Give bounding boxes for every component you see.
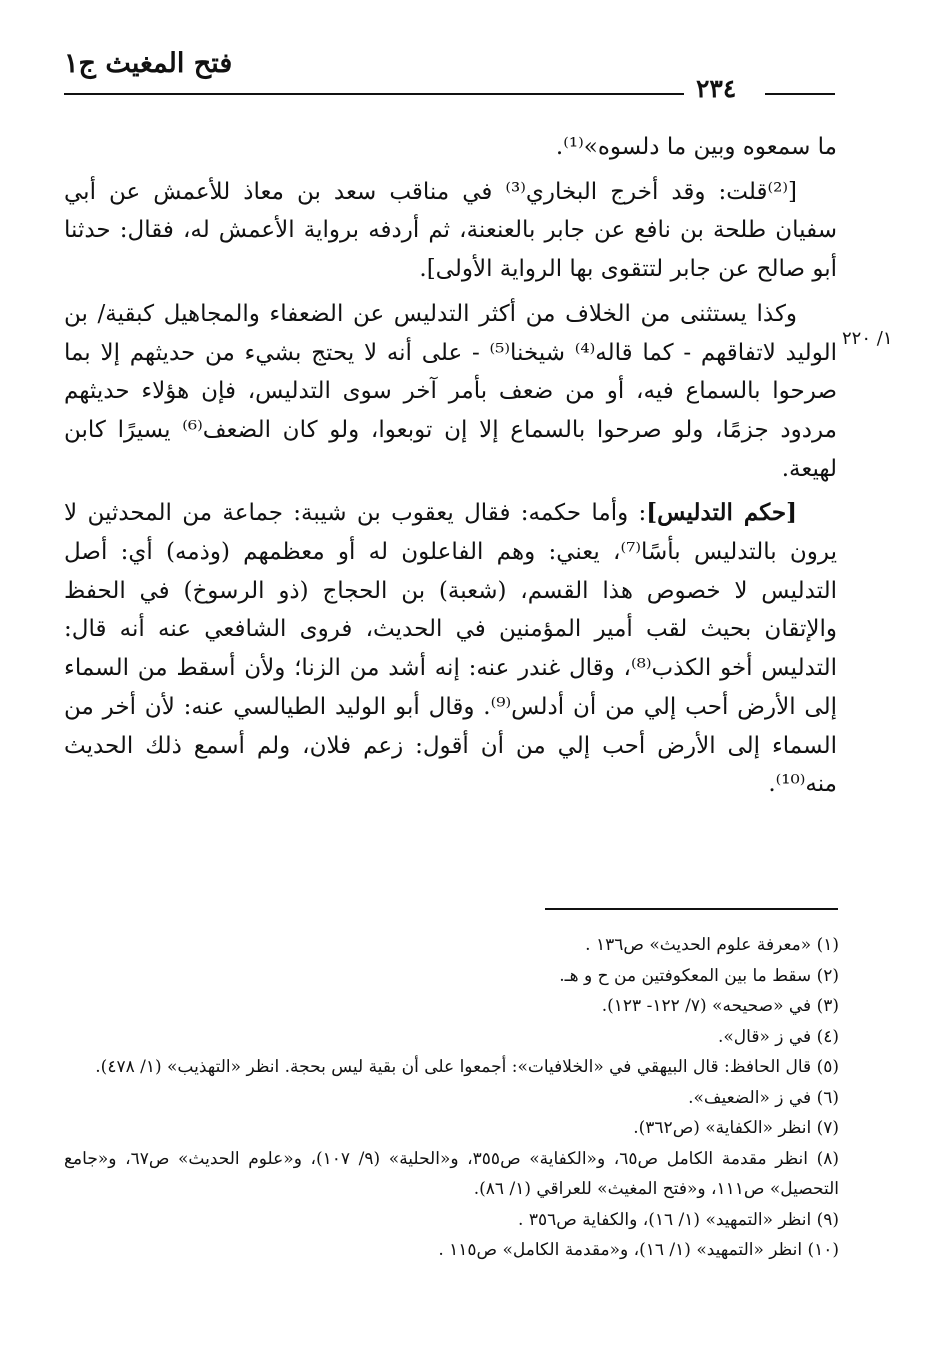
- footnote-8: (٨) انظر مقدمة الكامل ص٦٥، و«الكفاية» ص٣٥٥، و«الحلية» (٩/ ١٠٧)، و«علوم الحديث» ص٦٧، و«جامع التحصيل» ص١١١، و«فتح المغيث» للعراقي (١/ ٨٦).: [64, 1148, 840, 1199]
- footnote-4: (٤) في ز «قال».: [718, 1026, 839, 1047]
- paragraph-4-text: : وأما حكمه: فقال يعقوب بن شيبة: جماعة من المحدثين لا يرون بالتدليس بأسًا⁽⁷⁾، يعني: وهم الفاعلون له أو معظمهم (وذمه) أي: أصل التدليس لا خصوص هذا القسم، (شعبة) بن الحجاج (ذو الرسوخ) في الحفظ والإتقان بحيث لقب أمير المؤمنين في الحديث، فروى الشافعي عنه أنه قال: التدليس أخو الكذب⁽⁸⁾، وقال غندر عنه: إنه أشد من الزنا؛ ولأن أسقط من السماء إلى الأرض أحب إلي من أن أدلس⁽⁹⁾. وقال أبو الوليد الطيالسي عنه: لأن أخر من السماء إلى الأرض أحب إلي من أن أقول: زعم فلان، ولم أسمع ذلك الحديث منه⁽¹⁰⁾.: [64, 500, 838, 798]
- main-text: [64, 128, 837, 804]
- footnote-7: (٧) انظر «الكفاية» (ص٣٦٢).: [633, 1118, 839, 1138]
- footnote-6: (٦) في ز «الضعيف».: [688, 1087, 839, 1108]
- footnotes: [64, 930, 839, 1266]
- paragraph-2: [⁽²⁾قلت: وقد أخرج البخاري⁽³⁾ في مناقب سعد بن معاذ للأعمش عن أبي سفيان طلحة بن نافع عن جابر بالعنعنة، ثم أردفه برواية الأعمش له، فقال: حدثنا أبو صالح عن جابر لتتقوى بها الرواية الأولى].: [64, 178, 837, 283]
- footnote-3: (٣) في «صحيحه» (٧/ ١٢٢- ١٢٣).: [601, 996, 839, 1016]
- paragraph-1: ما سمعوه وبين ما دلسوه»⁽¹⁾.: [555, 134, 837, 160]
- footnote-1: (١) «معرفة علوم الحديث» ص١٣٦ .: [585, 935, 839, 955]
- footnote-5: (٥) قال الحافظ: قال البيهقي في «الخلافيات»: أجمعوا على أن بقية ليس بحجة. انظر «التهذيب» (١/ ٤٧٨).: [95, 1057, 839, 1077]
- page-number: ٢٣٤: [696, 74, 737, 103]
- header-rule-left: [64, 93, 684, 95]
- footnote-9: (٩) انظر «التمهيد» (١/ ١٦)، والكفاية ص٣٥٦ .: [518, 1209, 839, 1230]
- footnote-2: (٢) سقط ما بين المعكوفتين من ح و هـ.: [559, 965, 839, 986]
- paragraph-3: وكذا يستثنى من الخلاف من أكثر التدليس عن الضعفاء والمجاهيل كبقية/ بن الوليد لاتفاقهم - كما قاله⁽⁴⁾ شيخنا⁽⁵⁾ - على أنه لا يحتج بشيء من حديثهم إلا بما صرحوا بالسماع فيه، أو من ضعف بأمر آخر سوى التدليس، فإن هؤلاء حديثهم مردود جزمًا، ولو صرحوا بالسماع إلا إن توبعوا، ولو كان الضعف⁽⁶⁾ يسيرًا كابن لهيعة.: [64, 300, 837, 482]
- section-heading: [حكم التدليس]: [646, 499, 797, 527]
- footnote-separator: [545, 908, 838, 910]
- page-header: [64, 48, 835, 103]
- paragraph-4: [64, 494, 837, 804]
- running-title: فتح المغيث ج١: [64, 48, 233, 79]
- footnote-10: (١٠) انظر «التمهيد» (١/ ١٦)، و«مقدمة الكامل» ص١١٥ .: [438, 1240, 839, 1260]
- header-rule-right: [765, 93, 835, 95]
- margin-reference: ١/ ٢٢٠: [842, 328, 893, 349]
